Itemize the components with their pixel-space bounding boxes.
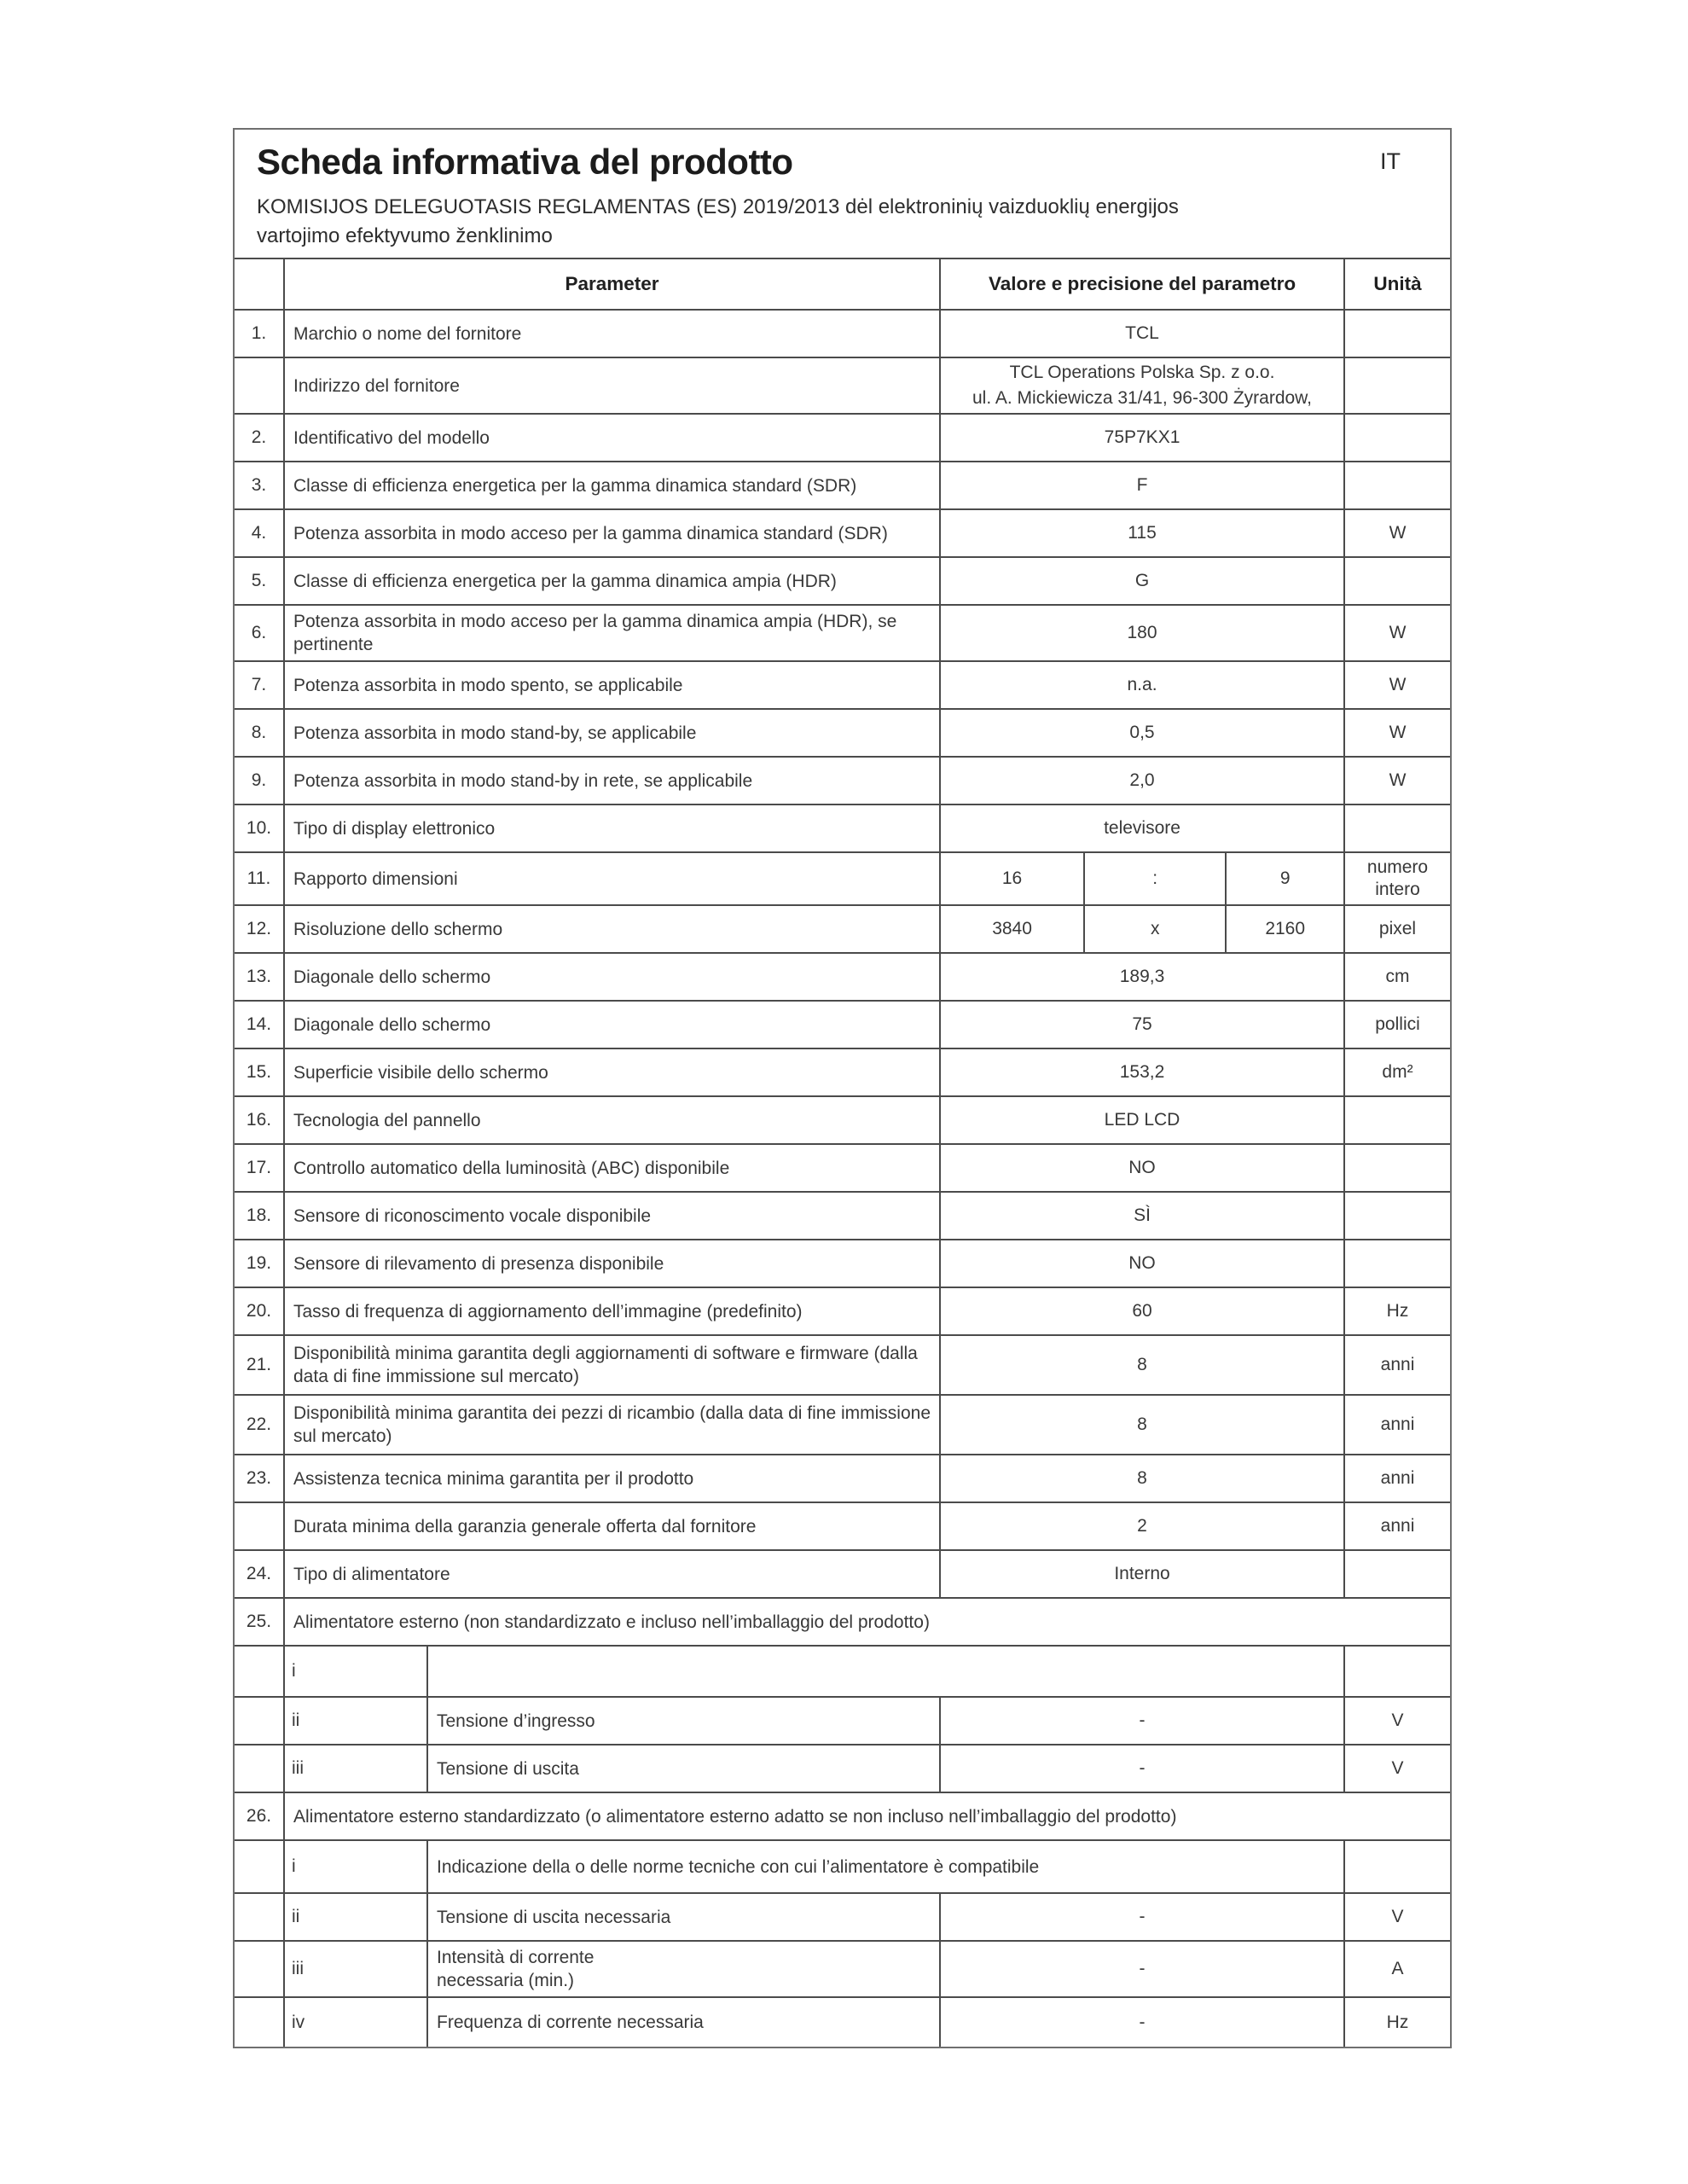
row-number: 21.	[235, 1335, 284, 1395]
parameter-value: televisore	[940, 804, 1344, 852]
resolution-horizontal: 3840	[992, 919, 1032, 938]
parameter-value: 2,0	[940, 757, 1344, 804]
row-number	[235, 1745, 284, 1792]
row-number	[235, 1941, 284, 1997]
parameter-label: Risoluzione dello schermo	[284, 905, 940, 953]
row-number: 26.	[235, 1792, 284, 1840]
table-subrow	[235, 1646, 1450, 1697]
roman-index: iv	[284, 1997, 427, 2047]
table-row	[235, 414, 1450, 462]
table-subrow	[235, 1941, 1450, 1997]
table-row	[235, 1455, 1450, 1502]
parameter-label: Tipo di alimentatore	[284, 1550, 940, 1598]
parameter-label: Frequenza di corrente necessaria	[427, 1997, 940, 2047]
roman-index: ii	[284, 1697, 427, 1745]
row-number: 18.	[235, 1192, 284, 1240]
parameter-value	[940, 357, 1344, 414]
row-number: 12.	[235, 905, 284, 953]
parameter-label: Rapporto dimensioni	[284, 852, 940, 905]
sheet-header	[235, 130, 1450, 258]
table-row	[235, 1502, 1450, 1550]
parameter-label: Identificativo del modello	[284, 414, 940, 462]
parameter-value: TCL	[940, 310, 1344, 357]
product-fiche-sheet	[233, 128, 1452, 2048]
supplier-address-line2: ul. A. Mickiewicza 31/41, 96-300 Żyrardow,	[972, 388, 1313, 408]
parameter-unit: Hz	[1344, 1287, 1450, 1335]
parameter-unit	[1344, 804, 1450, 852]
parameter-value: LED LCD	[940, 1096, 1344, 1144]
regulation-subtitle-line2: vartojimo efektyvumo ženklinimo	[257, 224, 553, 247]
parameter-value: -	[940, 1893, 1344, 1941]
row-number: 5.	[235, 557, 284, 605]
parameter-label: Tasso di frequenza di aggiornamento dell’immagine (predefinito)	[284, 1287, 940, 1335]
aspect-ratio-width: 16	[1001, 868, 1023, 888]
table-row	[235, 804, 1450, 852]
parameter-unit: anni	[1344, 1335, 1450, 1395]
parameter-unit: W	[1344, 661, 1450, 709]
row-number: 24.	[235, 1550, 284, 1598]
parameter-unit	[1344, 1550, 1450, 1598]
table-header-row	[235, 258, 1450, 310]
row-number	[235, 1502, 284, 1550]
parameter-value: 180	[940, 605, 1344, 661]
row-number: 8.	[235, 709, 284, 757]
table-row-section	[235, 1792, 1450, 1840]
parameter-value: NO	[940, 1144, 1344, 1192]
row-number: 22.	[235, 1395, 284, 1455]
row-number: 17.	[235, 1144, 284, 1192]
parameter-value: 60	[940, 1287, 1344, 1335]
supplier-address-line1: TCL Operations Polska Sp. z o.o.	[1009, 363, 1275, 382]
row-number: 10.	[235, 804, 284, 852]
parameter-value: -	[940, 1941, 1344, 1997]
table-row	[235, 462, 1450, 509]
table-row	[235, 1048, 1450, 1096]
parameter-unit: W	[1344, 605, 1450, 661]
row-number	[235, 1697, 284, 1745]
row-number: 20.	[235, 1287, 284, 1335]
parameter-label: Sensore di riconoscimento vocale disponibile	[284, 1192, 940, 1240]
parameter-label: Classe di efficienza energetica per la gamma dinamica ampia (HDR)	[284, 557, 940, 605]
parameter-value: 75P7KX1	[940, 414, 1344, 462]
parameter-unit: W	[1344, 509, 1450, 557]
parameter-label: Assistenza tecnica minima garantita per il prodotto	[284, 1455, 940, 1502]
page-title: Scheda informativa del prodotto	[257, 142, 793, 182]
table-row	[235, 953, 1450, 1001]
parameter-unit: V	[1344, 1697, 1450, 1745]
table-row	[235, 1096, 1450, 1144]
table-row	[235, 905, 1450, 953]
language-badge: IT	[1380, 148, 1401, 174]
parameter-label	[427, 1646, 1344, 1697]
column-header-unit: Unità	[1344, 258, 1450, 310]
parameter-value: 8	[940, 1335, 1344, 1395]
parameter-label: Potenza assorbita in modo stand-by, se applicabile	[284, 709, 940, 757]
regulation-subtitle	[257, 193, 1428, 251]
row-number: 2.	[235, 414, 284, 462]
row-number: 14.	[235, 1001, 284, 1048]
row-number: 7.	[235, 661, 284, 709]
parameter-label: Potenza assorbita in modo acceso per la gamma dinamica ampia (HDR), se pertinente	[284, 605, 940, 661]
table-row	[235, 509, 1450, 557]
parameter-unit	[1344, 357, 1450, 414]
parameter-unit	[1344, 462, 1450, 509]
parameter-value: -	[940, 1697, 1344, 1745]
table-row	[235, 1144, 1450, 1192]
section-label: Alimentatore esterno (non standardizzato e incluso nell’imballaggio del prodotto)	[284, 1598, 1450, 1646]
parameter-label: Tensione d’ingresso	[427, 1697, 940, 1745]
parameter-unit	[1344, 414, 1450, 462]
parameter-unit	[1344, 1240, 1450, 1287]
table-row-section	[235, 1598, 1450, 1646]
parameter-label: Potenza assorbita in modo acceso per la gamma dinamica standard (SDR)	[284, 509, 940, 557]
parameter-unit: anni	[1344, 1455, 1450, 1502]
parameter-unit: A	[1344, 1941, 1450, 1997]
row-number: 16.	[235, 1096, 284, 1144]
resolution-vertical: 2160	[1225, 906, 1343, 952]
column-header-parameter: Parameter	[284, 258, 940, 310]
row-number: 23.	[235, 1455, 284, 1502]
roman-index: ii	[284, 1893, 427, 1941]
column-header-value: Valore e precisione del parametro	[940, 258, 1344, 310]
parameter-value	[940, 905, 1344, 953]
table-row	[235, 1240, 1450, 1287]
table-subrow	[235, 1893, 1450, 1941]
row-number	[235, 1840, 284, 1893]
table-row	[235, 1335, 1450, 1395]
row-number: 4.	[235, 509, 284, 557]
parameter-unit	[1344, 1192, 1450, 1240]
row-number: 1.	[235, 310, 284, 357]
parameter-value	[940, 852, 1344, 905]
roman-index: i	[284, 1840, 427, 1893]
row-number: 11.	[235, 852, 284, 905]
row-number: 15.	[235, 1048, 284, 1096]
table-subrow	[235, 1840, 1450, 1893]
parameter-value: n.a.	[940, 661, 1344, 709]
row-number: 3.	[235, 462, 284, 509]
table-row	[235, 1192, 1450, 1240]
parameter-value: G	[940, 557, 1344, 605]
parameter-value: 189,3	[940, 953, 1344, 1001]
roman-index: iii	[284, 1941, 427, 1997]
parameter-label: Indirizzo del fornitore	[284, 357, 940, 414]
parameter-label: Marchio o nome del fornitore	[284, 310, 940, 357]
parameter-value: 2	[940, 1502, 1344, 1550]
table-subrow	[235, 1745, 1450, 1792]
parameter-unit	[1344, 1096, 1450, 1144]
parameter-label-line2: necessaria (min.)	[437, 1971, 575, 1990]
parameter-label: Potenza assorbita in modo stand-by in rete, se applicabile	[284, 757, 940, 804]
row-number: 13.	[235, 953, 284, 1001]
row-number: 19.	[235, 1240, 284, 1287]
resolution-separator: x	[1083, 906, 1225, 952]
parameter-value: F	[940, 462, 1344, 509]
table-row	[235, 757, 1450, 804]
roman-index: iii	[284, 1745, 427, 1792]
parameter-label-line1: Intensità di corrente	[437, 1948, 595, 1967]
aspect-ratio-separator: :	[1083, 853, 1225, 904]
regulation-subtitle-line1: KOMISIJOS DELEGUOTASIS REGLAMENTAS (ES) 2019/2013 dėl elektroninių vaizduoklių energijos	[257, 195, 1179, 218]
parameter-unit: W	[1344, 757, 1450, 804]
parameter-unit: pollici	[1344, 1001, 1450, 1048]
parameter-unit	[1344, 1840, 1450, 1893]
parameter-value: -	[940, 1745, 1344, 1792]
parameter-label: Tecnologia del pannello	[284, 1096, 940, 1144]
parameter-unit: numero intero	[1344, 852, 1450, 905]
parameter-label: Disponibilità minima garantita dei pezzi di ricambio (dalla data di fine immissione sul mercato)	[284, 1395, 940, 1455]
parameter-label: Tensione di uscita necessaria	[427, 1893, 940, 1941]
parameter-label: Tensione di uscita	[427, 1745, 940, 1792]
roman-index: i	[284, 1646, 427, 1697]
parameter-label: Classe di efficienza energetica per la gamma dinamica standard (SDR)	[284, 462, 940, 509]
parameter-unit: pixel	[1344, 905, 1450, 953]
row-number	[235, 357, 284, 414]
row-number: 25.	[235, 1598, 284, 1646]
parameter-unit: dm²	[1344, 1048, 1450, 1096]
table-row	[235, 310, 1450, 357]
row-number: 6.	[235, 605, 284, 661]
table-subrow	[235, 1697, 1450, 1745]
parameter-value: -	[940, 1997, 1344, 2047]
table-row	[235, 1550, 1450, 1598]
table-row	[235, 605, 1450, 661]
table-row	[235, 357, 1450, 414]
parameter-unit: Hz	[1344, 1997, 1450, 2047]
parameter-label: Diagonale dello schermo	[284, 953, 940, 1001]
product-parameters-table	[235, 258, 1450, 2047]
parameter-label: Controllo automatico della luminosità (ABC) disponibile	[284, 1144, 940, 1192]
parameter-label: Potenza assorbita in modo spento, se applicabile	[284, 661, 940, 709]
parameter-value: SÌ	[940, 1192, 1344, 1240]
aspect-ratio-height: 9	[1225, 853, 1343, 904]
table-row	[235, 1395, 1450, 1455]
parameter-label: Superficie visibile dello schermo	[284, 1048, 940, 1096]
parameter-unit: anni	[1344, 1395, 1450, 1455]
parameter-label: Durata minima della garanzia generale offerta dal fornitore	[284, 1502, 940, 1550]
row-number: 9.	[235, 757, 284, 804]
parameter-label	[427, 1941, 940, 1997]
parameter-unit	[1344, 1646, 1450, 1697]
parameter-value: 75	[940, 1001, 1344, 1048]
parameter-value: 115	[940, 509, 1344, 557]
table-row	[235, 709, 1450, 757]
parameter-unit: W	[1344, 709, 1450, 757]
table-row	[235, 661, 1450, 709]
table-row	[235, 1287, 1450, 1335]
parameter-unit	[1344, 310, 1450, 357]
parameter-unit: anni	[1344, 1502, 1450, 1550]
parameter-value: 0,5	[940, 709, 1344, 757]
parameter-value: Interno	[940, 1550, 1344, 1598]
parameter-unit: V	[1344, 1745, 1450, 1792]
column-header-number	[235, 258, 284, 310]
parameter-unit: cm	[1344, 953, 1450, 1001]
table-subrow	[235, 1997, 1450, 2047]
parameter-value: NO	[940, 1240, 1344, 1287]
parameter-unit	[1344, 557, 1450, 605]
parameter-unit	[1344, 1144, 1450, 1192]
parameter-label: Diagonale dello schermo	[284, 1001, 940, 1048]
parameter-unit: V	[1344, 1893, 1450, 1941]
row-number	[235, 1997, 284, 2047]
parameter-label: Indicazione della o delle norme tecniche con cui l’alimentatore è compatibile	[427, 1840, 1344, 1893]
row-number	[235, 1893, 284, 1941]
row-number	[235, 1646, 284, 1697]
parameter-value: 8	[940, 1395, 1344, 1455]
parameter-label: Disponibilità minima garantita degli aggiornamenti di software e firmware (dalla data di fine immissione sul mercato)	[284, 1335, 940, 1395]
table-row	[235, 852, 1450, 905]
parameter-value: 153,2	[940, 1048, 1344, 1096]
parameter-label: Tipo di display elettronico	[284, 804, 940, 852]
parameter-value: 8	[940, 1455, 1344, 1502]
section-label: Alimentatore esterno standardizzato (o alimentatore esterno adatto se non incluso nell’imballaggio del prodotto)	[284, 1792, 1450, 1840]
table-row	[235, 1001, 1450, 1048]
parameter-label: Sensore di rilevamento di presenza disponibile	[284, 1240, 940, 1287]
table-row	[235, 557, 1450, 605]
